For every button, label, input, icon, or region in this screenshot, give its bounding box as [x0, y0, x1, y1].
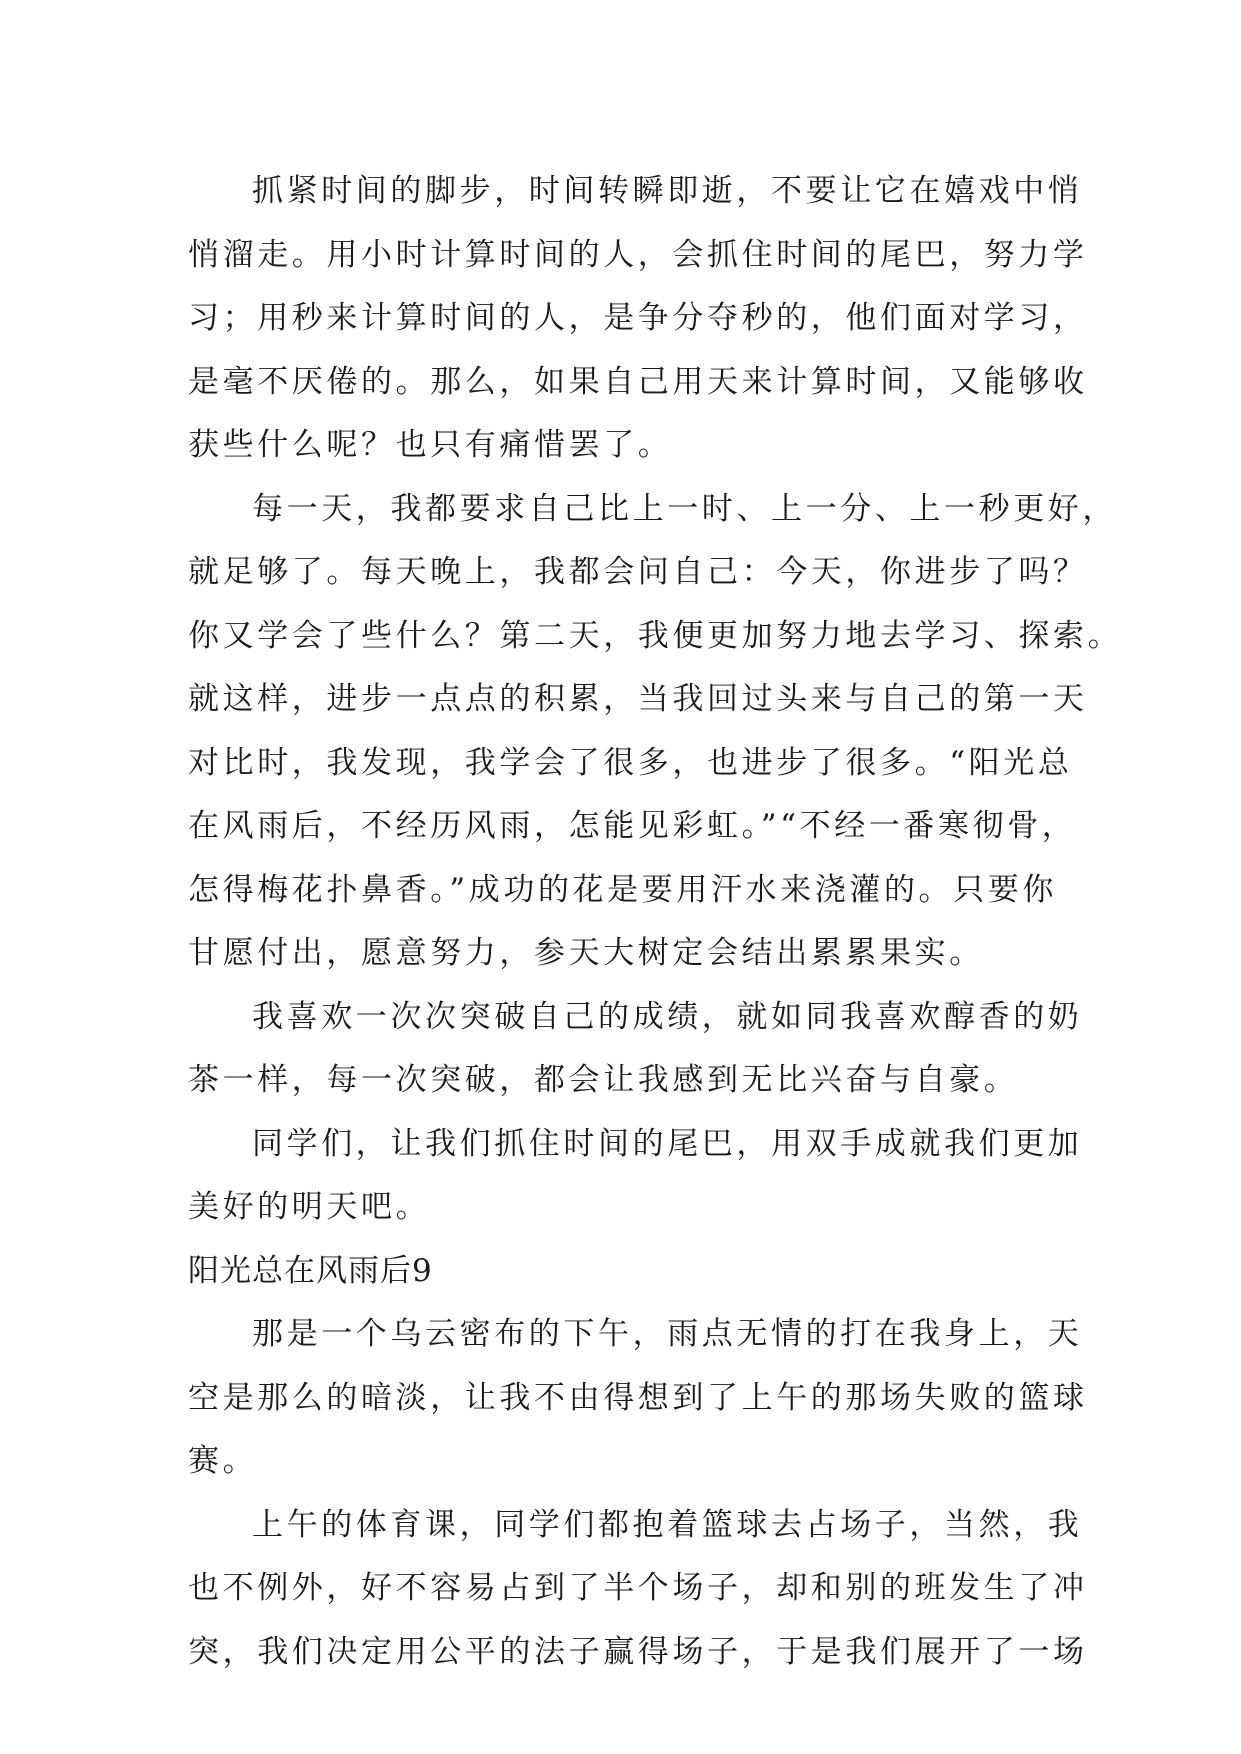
text-line: 获些什么呢？也只有痛惜罢了。: [188, 427, 673, 463]
text-line: 甘愿付出，愿意努力，参天大树定会结出累累果实。: [188, 935, 984, 971]
text-line: 茶一样，每一次突破，都会让我感到无比兴奋与自豪。: [188, 1062, 1019, 1098]
text-line: 悄溜走。用小时计算时间的人，会抓住时间的尾巴，努力学: [188, 236, 1088, 273]
text-line: 就这样，进步一点点的积累，当我回过头来与自己的第一天: [188, 681, 1088, 717]
text-line: 你又学会了些什么？第二天，我便更加努力地去学习、探索。: [188, 617, 1123, 654]
text-line: 上午的体育课，同学们都抱着篮球去占场子，当然，我: [252, 1506, 1083, 1543]
text-line: 是毫不厌倦的。那么，如果自己用天来计算时间，又能够收: [188, 363, 1088, 400]
text-line: 空是那么的暗淡，让我不由得想到了上午的那场失败的篮球: [188, 1379, 1088, 1416]
text-line: 抓紧时间的脚步，时间转瞬即逝，不要让它在嬉戏中悄: [252, 173, 1083, 209]
section-heading: 阳光总在风雨后9: [188, 1252, 433, 1289]
document-body: [188, 160, 1123, 1684]
text-line: 就足够了。每天晚上，我都会问自己：今天，你进步了吗？: [188, 554, 1088, 590]
text-line: 怎得梅花扑鼻香。”成功的花是要用汗水来浇灌的。只要你: [188, 871, 1057, 908]
text-line: 对比时，我发现，我学会了很多，也进步了很多。“阳光总: [188, 744, 1073, 781]
text-line: 那是一个乌云密布的下午，雨点无情的打在我身上，天: [252, 1316, 1083, 1352]
text-line: 每一天，我都要求自己比上一时、上一分、上一秒更好，: [252, 490, 1117, 527]
text-line: 在风雨后，不经历风雨，怎能见彩虹。”“不经一番寒彻骨，: [188, 808, 1077, 844]
text-line: 突，我们决定用公平的法子赢得场子，于是我们展开了一场: [188, 1633, 1088, 1670]
text-line: 我喜欢一次次突破自己的成绩，就如同我喜欢醇香的奶: [252, 998, 1083, 1035]
text-line: 美好的明天吧。: [188, 1189, 431, 1225]
text-line: 同学们，让我们抓住时间的尾巴，用双手成就我们更加: [252, 1125, 1083, 1162]
text-line: 赛。: [188, 1443, 258, 1479]
text-line: 也不例外，好不容易占到了半个场子，却和别的班发生了冲: [188, 1570, 1088, 1606]
text-line: 习；用秒来计算时间的人，是争分夺秒的，他们面对学习，: [188, 300, 1088, 336]
